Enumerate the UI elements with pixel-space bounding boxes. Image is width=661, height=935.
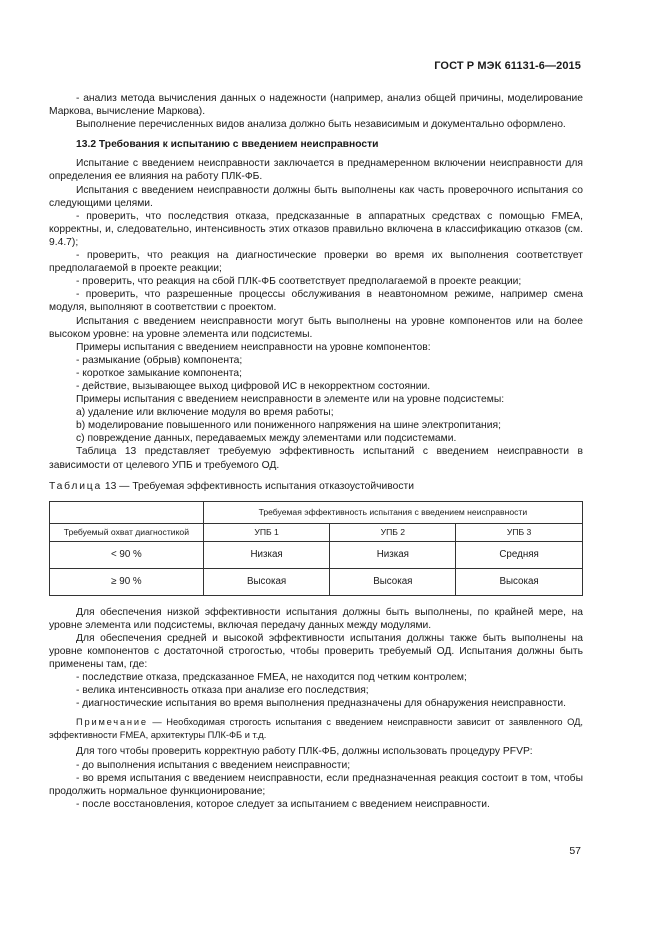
table-column-header: УПБ 3 <box>456 523 583 541</box>
table-group-header: Требуемая эффективность испытания с введением неисправности <box>203 501 582 523</box>
note-label: Примечание <box>76 717 148 728</box>
list-item: - размыкание (обрыв) компонента; <box>76 354 243 366</box>
list-item: - действие, вызывающее выход цифровой ИС в некорректном состоянии. <box>76 380 431 392</box>
list-item: - проверить, что реакция на диагностические проверки во время их выполнения соответствует предполагаемой в проекте реакции; <box>49 250 583 275</box>
efficiency-table <box>49 501 583 596</box>
paragraph: Примеры испытания с введением неисправности на уровне компонентов: <box>76 341 431 353</box>
list-item: - проверить, что последствия отказа, предсказанные в аппаратных средствах с помощью FMEA, корректны, и, следовательно, интенсивность этих отказов правильно включена в классификацию отказов (см. 9.4.7); <box>49 210 583 248</box>
list-item: - велика интенсивность отказа при анализе его последствия; <box>76 685 369 697</box>
page-content <box>49 92 583 811</box>
table-corner-cell <box>50 501 204 523</box>
table-row <box>50 541 583 568</box>
paragraph: Примеры испытания с введением неисправности в элементе или на уровне подсистемы: <box>76 394 505 406</box>
table-cell: Низкая <box>203 541 330 568</box>
table-cell: Высокая <box>330 568 456 595</box>
table-cell: Высокая <box>203 568 330 595</box>
table-cell: ≥ 90 % <box>50 568 204 595</box>
paragraph: Выполнение перечисленных видов анализа должно быть независимым и документально оформлено. <box>76 119 566 131</box>
list-item: a) удаление или включение модуля во время работы; <box>76 407 334 419</box>
table-cell: Низкая <box>330 541 456 568</box>
list-item: - проверить, что разрешенные процессы обслуживания в неавтономном режиме, например смена модуля, выполняют в соответствии с проектом. <box>49 289 583 314</box>
list-item: - до выполнения испытания с введением неисправности; <box>76 759 351 771</box>
table-caption-label: Таблица <box>49 480 102 492</box>
table-caption <box>49 480 583 493</box>
document-header: ГОСТ Р МЭК 61131-6—2015 <box>434 60 581 72</box>
note <box>49 716 583 741</box>
list-item: c) повреждение данных, передаваемых между элементами или подсистемами. <box>76 433 457 445</box>
table-column-header: УПБ 2 <box>330 523 456 541</box>
paragraph: Для обеспечения низкой эффективности испытания должны быть выполнены, по крайней мере, на уровне элемента или подсистемы, включая передачу данных между модулями. <box>49 606 583 631</box>
paragraph: Испытание с введением неисправности заключается в преднамеренном включении неисправности для определения ее влияния на работу ПЛК-ФБ. <box>49 158 583 183</box>
section-title: 13.2 Требования к испытанию с введением неисправности <box>76 139 379 151</box>
paragraph: Таблица 13 представляет требуемую эффективность испытаний с введением неисправности в зависимости от целевого УПБ и требуемого ОД. <box>49 446 583 471</box>
paragraph: Испытания с введением неисправности могут быть выполнены на уровне компонентов или на более высоком уровне: на уровне элемента или подсистемы. <box>49 315 583 340</box>
list-item: b) моделирование повышенного или пониженного напряжения на шине электропитания; <box>76 420 501 432</box>
paragraph: Для того чтобы проверить корректную работу ПЛК-ФБ, должны использовать процедуру PFVP: <box>76 746 533 758</box>
list-item: - диагностические испытания во время выполнения предназначены для обнаружения неисправности. <box>76 698 566 710</box>
table-cell: Средняя <box>456 541 583 568</box>
paragraph: Для обеспечения средней и высокой эффективности испытания должны также быть выполнены на уровне компонентов с достаточной строгостью, чтобы проверить требуемый ОД. Испытания должны быть применены там, где: <box>49 632 583 671</box>
table-caption-text: 13 — Требуемая эффективность испытания отказоустойчивости <box>104 480 414 492</box>
list-item: - короткое замыкание компонента; <box>76 367 242 379</box>
table-row <box>50 568 583 595</box>
note-text: — Необходимая строгость испытания с введением неисправности зависит от заявленного ОД, эффективности FMEA, архитектуры ПЛК-ФБ и т.д. <box>49 717 583 740</box>
table-column-header: УПБ 1 <box>203 523 330 541</box>
list-item: - проверить, что реакция на сбой ПЛК-ФБ соответствует предполагаемой в проекте реакции; <box>76 276 522 288</box>
table-cell: Высокая <box>456 568 583 595</box>
list-item: - последствие отказа, предсказанное FMEA, не находится под четким контролем; <box>76 672 467 684</box>
list-item: - во время испытания с введением неисправности, если предназначенная реакция состоит в том, чтобы продолжить нормальное функционирование; <box>49 772 583 797</box>
page-number: 57 <box>569 845 581 857</box>
table-row-header: Требуемый охват диагностикой <box>50 523 204 541</box>
table-cell: < 90 % <box>50 541 204 568</box>
paragraph: Испытания с введением неисправности должны быть выполнены как часть проверочного испытания со следующими целями. <box>49 184 583 209</box>
list-item: - после восстановления, которое следует за испытанием с введением неисправности. <box>76 798 490 810</box>
paragraph: - анализ метода вычисления данных о надежности (например, анализ общей причины, моделирование Маркова, вычисление Маркова). <box>49 93 583 118</box>
